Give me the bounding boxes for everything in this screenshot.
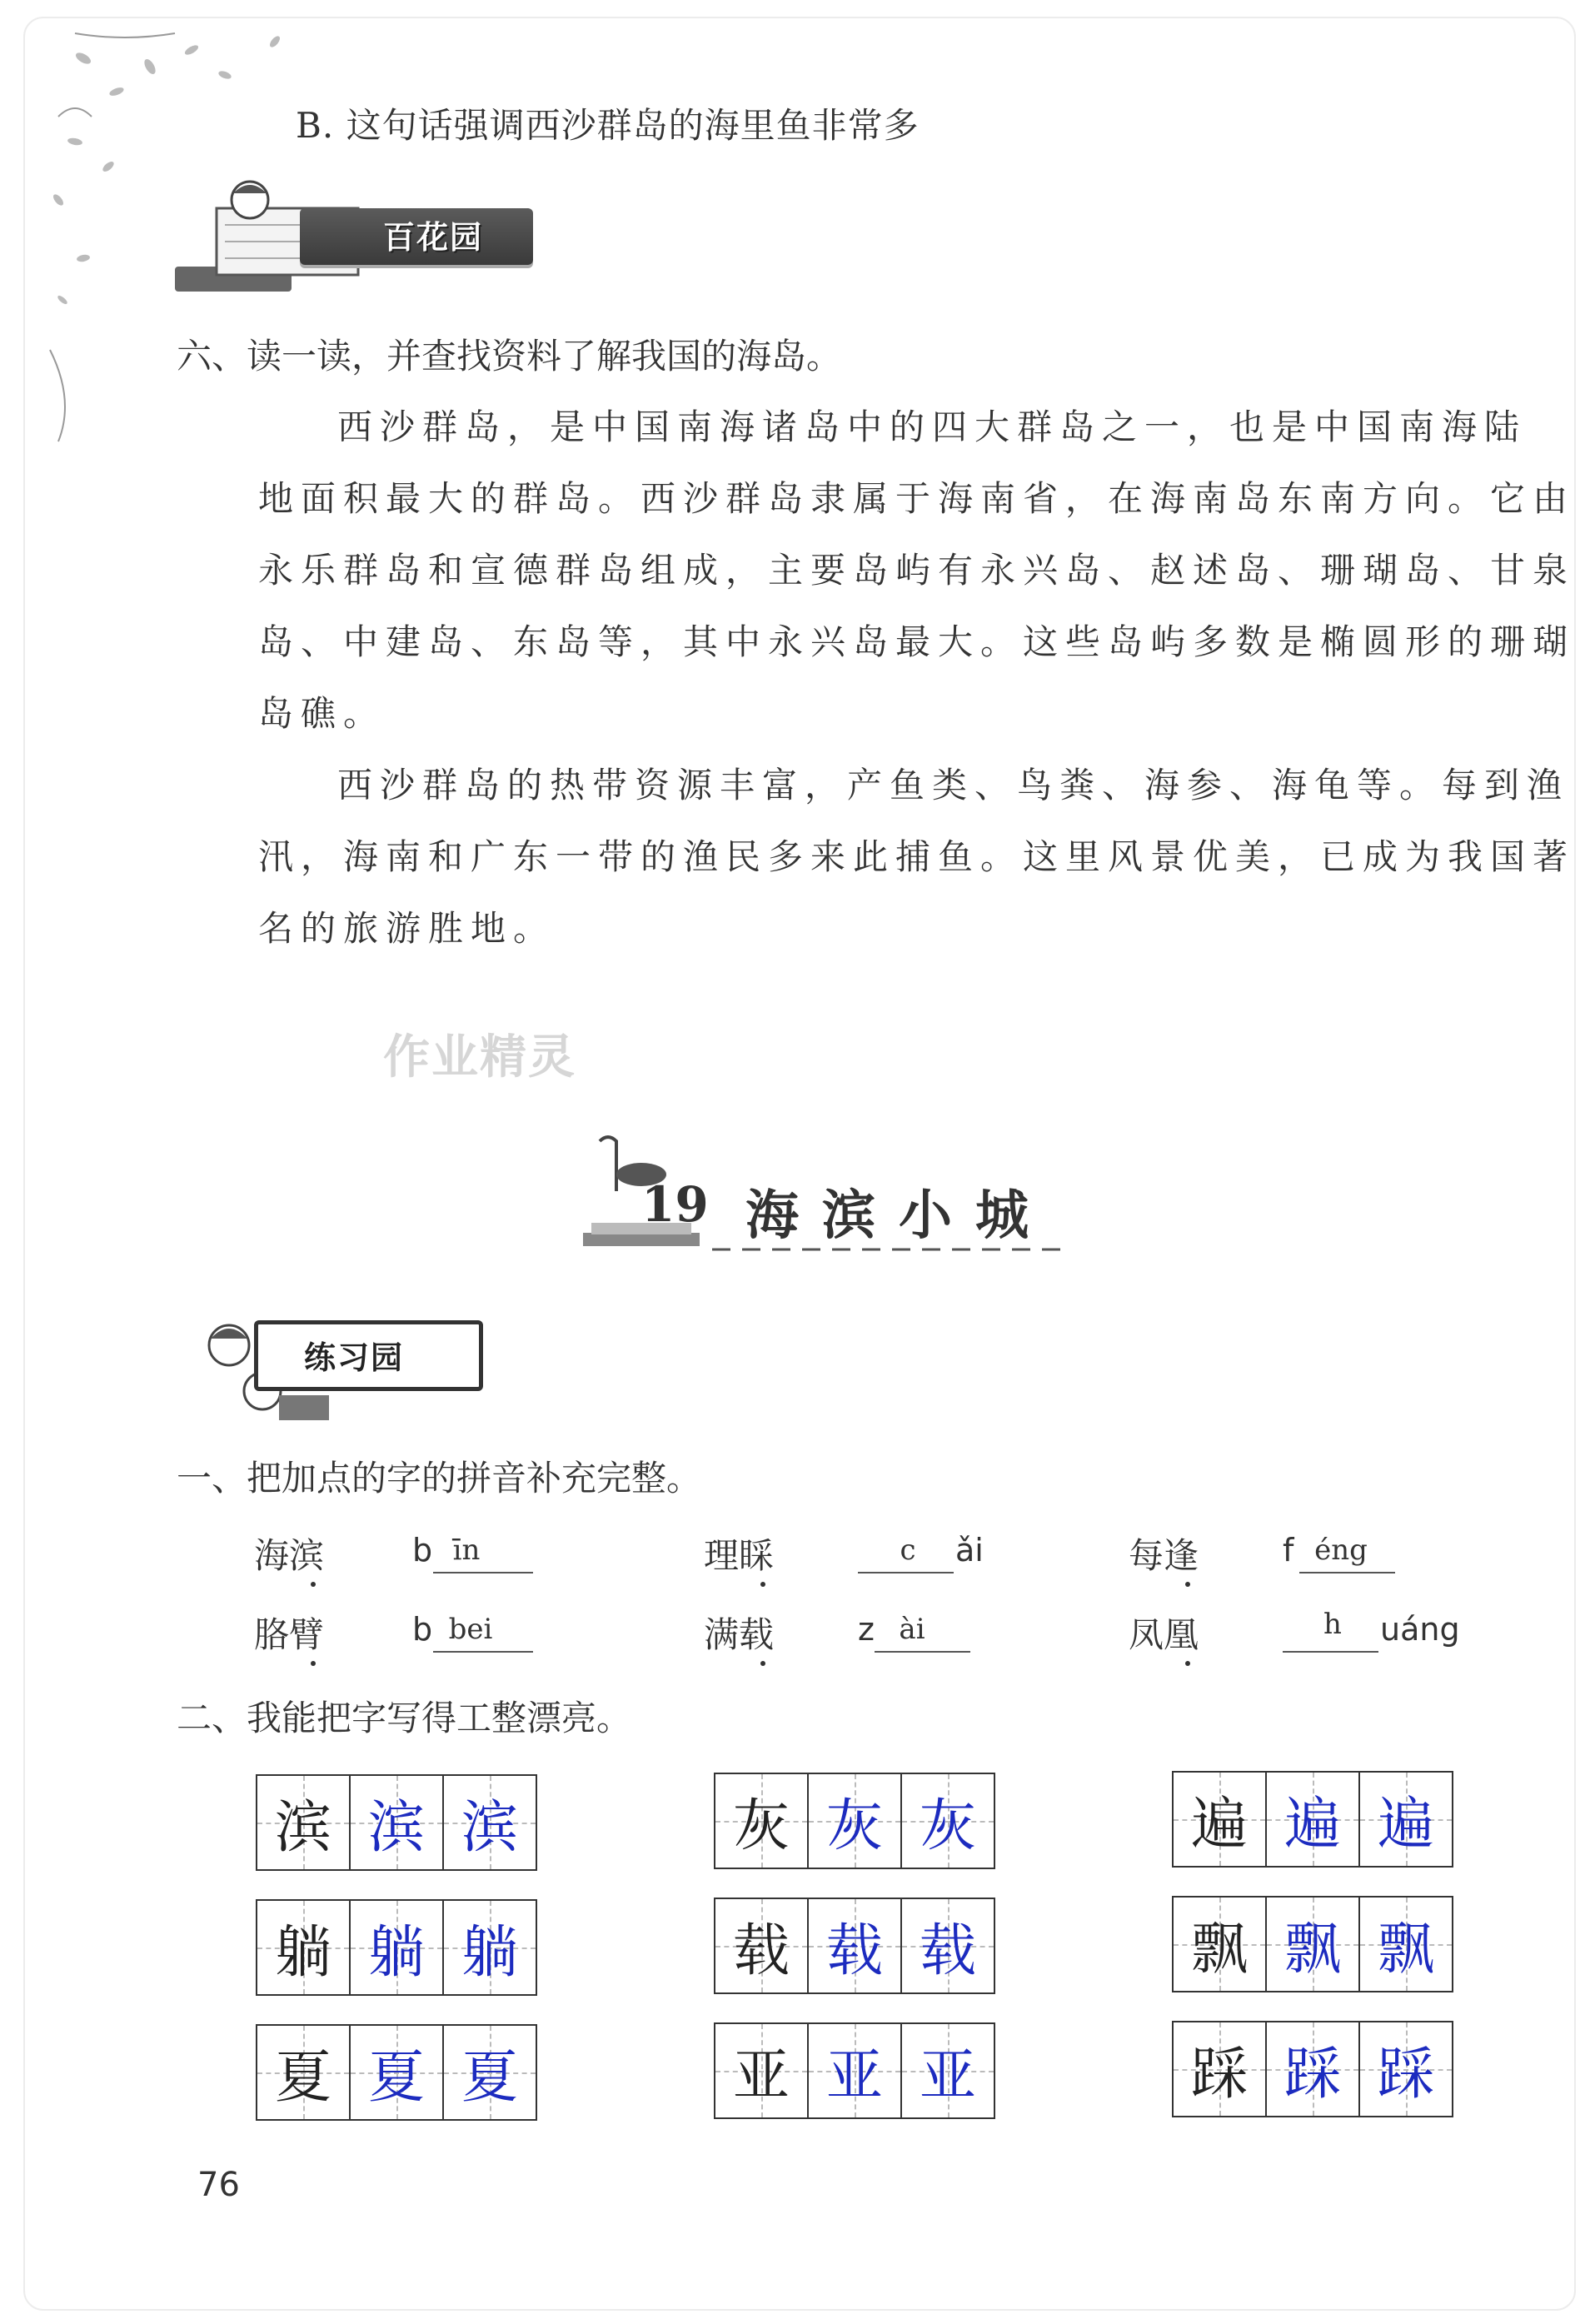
model-char: 灰 (715, 1774, 807, 1868)
lesson-number: 19 (641, 1176, 709, 1233)
pinyin-word: 理睬 (704, 1535, 775, 1576)
emphasis-dot (1185, 1582, 1190, 1587)
option-b-text: B. 这句话强调西沙群岛的海里鱼非常多 (296, 105, 920, 146)
pinyin-blank (858, 1572, 954, 1573)
pinyin-word: 海滨 (254, 1535, 325, 1576)
copy-char: 亚 (807, 2024, 900, 2117)
pinyin-answer: īn (452, 1534, 481, 1567)
q2-title: 二、我能把字写得工整漂亮。 (177, 1698, 632, 1738)
practice-banner (187, 1312, 487, 1395)
copy-char: 躺 (349, 1901, 442, 1994)
pinyin-item-fenghuang (1129, 1608, 1478, 1666)
pinyin-answer: c (900, 1534, 916, 1567)
model-char: 遍 (1174, 1773, 1265, 1866)
model-char: 飘 (1174, 1898, 1265, 1991)
model-char: 躺 (257, 1901, 349, 1994)
pinyin-item-gebei (254, 1608, 537, 1666)
writing-grid (256, 2024, 537, 2121)
pinyin-prefix: f (1283, 1532, 1294, 1568)
writing-grid (714, 1898, 995, 1994)
page-number: 76 (197, 2166, 240, 2204)
para1-line: 西沙群岛，是中国南海诸岛中的四大群岛之一，也是中国南海陆 (337, 406, 1528, 447)
copy-char: 亚 (900, 2024, 994, 2117)
emphasis-dot (311, 1582, 316, 1587)
writing-grid (714, 1773, 995, 1869)
pinyin-item-haibin (254, 1529, 537, 1587)
pinyin-suffix: uáng (1380, 1611, 1460, 1648)
pinyin-blank (433, 1572, 533, 1573)
pinyin-word: 凤凰 (1129, 1614, 1199, 1655)
copy-char: 载 (900, 1899, 994, 1992)
pinyin-answer: bei (448, 1613, 493, 1646)
pinyin-item-manzai (704, 1608, 987, 1666)
emphasis-dot (1185, 1661, 1190, 1666)
writing-grid (1172, 1896, 1453, 1992)
pinyin-item-meifeng (1129, 1529, 1412, 1587)
model-char: 滨 (257, 1776, 349, 1869)
pinyin-blank (1283, 1651, 1378, 1653)
model-char: 夏 (257, 2026, 349, 2119)
copy-char: 遍 (1265, 1773, 1358, 1866)
pinyin-answer: éng (1314, 1534, 1368, 1567)
copy-char: 灰 (807, 1774, 900, 1868)
pinyin-word: 满载 (704, 1614, 775, 1655)
emphasis-dot (760, 1661, 765, 1666)
copy-char: 遍 (1358, 1773, 1452, 1866)
q6-paragraph-2 (258, 750, 1575, 965)
copy-char: 踩 (1265, 2022, 1358, 2116)
writing-grid (256, 1774, 537, 1871)
copy-char: 飘 (1265, 1898, 1358, 1991)
para2-line: 西沙群岛的热带资源丰富，产鱼类、鸟粪、海参、海龟等。每到渔 (337, 765, 1570, 805)
practice-banner-label: 练习园 (304, 1339, 405, 1376)
model-char: 载 (715, 1899, 807, 1992)
para1-line: 岛礁。 (258, 693, 386, 734)
copy-char: 飘 (1358, 1898, 1452, 1991)
writing-grid (714, 2022, 995, 2119)
pinyin-item-licai (704, 1529, 1004, 1587)
model-char: 踩 (1174, 2022, 1265, 2116)
writing-grid (256, 1899, 537, 1996)
copy-char: 滨 (442, 1776, 536, 1869)
copy-char: 踩 (1358, 2022, 1452, 2116)
copy-char: 载 (807, 1899, 900, 1992)
emphasis-dot (311, 1661, 316, 1666)
watermark: 作业精灵 (383, 1030, 576, 1085)
garden-banner-label: 百花园 (383, 219, 484, 256)
para1-line: 地面积最大的群岛。西沙群岛隶属于海南省，在海南岛东南方向。它由 (258, 478, 1576, 519)
emphasis-dot (760, 1582, 765, 1587)
para1-line: 永乐群岛和宣德群岛组成，主要岛屿有永兴岛、赵述岛、珊瑚岛、甘泉 (258, 550, 1576, 591)
q1-title: 一、把加点的字的拼音补充完整。 (177, 1458, 702, 1499)
q6-paragraph-1 (258, 391, 1575, 750)
pinyin-blank (875, 1651, 970, 1653)
copy-char: 灰 (900, 1774, 994, 1868)
garden-banner (167, 175, 525, 258)
pinyin-answer: h (1323, 1608, 1342, 1641)
copy-char: 夏 (442, 2026, 536, 2119)
copy-char: 夏 (349, 2026, 442, 2119)
para1-line: 岛、中建岛、东岛等，其中永兴岛最大。这些岛屿多数是椭圆形的珊瑚 (258, 621, 1576, 662)
para2-line: 名的旅游胜地。 (258, 908, 556, 949)
pinyin-suffix: ǎi (955, 1532, 984, 1568)
pinyin-prefix: b (412, 1611, 433, 1648)
model-char: 亚 (715, 2024, 807, 2117)
lesson-title: 海滨小城 (745, 1184, 1052, 1247)
pinyin-blank (1299, 1572, 1395, 1573)
copy-char: 滨 (349, 1776, 442, 1869)
pinyin-prefix: b (412, 1532, 433, 1568)
pinyin-blank (433, 1651, 533, 1653)
writing-grid (1172, 1771, 1453, 1868)
writing-grid (1172, 2021, 1453, 2117)
pinyin-prefix: z (858, 1611, 875, 1648)
pinyin-word: 胳臂 (254, 1614, 325, 1655)
copy-char: 躺 (442, 1901, 536, 1994)
para2-line: 汛，海南和广东一带的渔民多来此捕鱼。这里风景优美，已成为我国著 (258, 836, 1576, 877)
pinyin-word: 每逢 (1129, 1535, 1199, 1576)
q6-title: 六、读一读，并查找资料了解我国的海岛。 (177, 336, 842, 377)
pinyin-answer: ài (899, 1613, 925, 1646)
title-underline (712, 1245, 1062, 1254)
